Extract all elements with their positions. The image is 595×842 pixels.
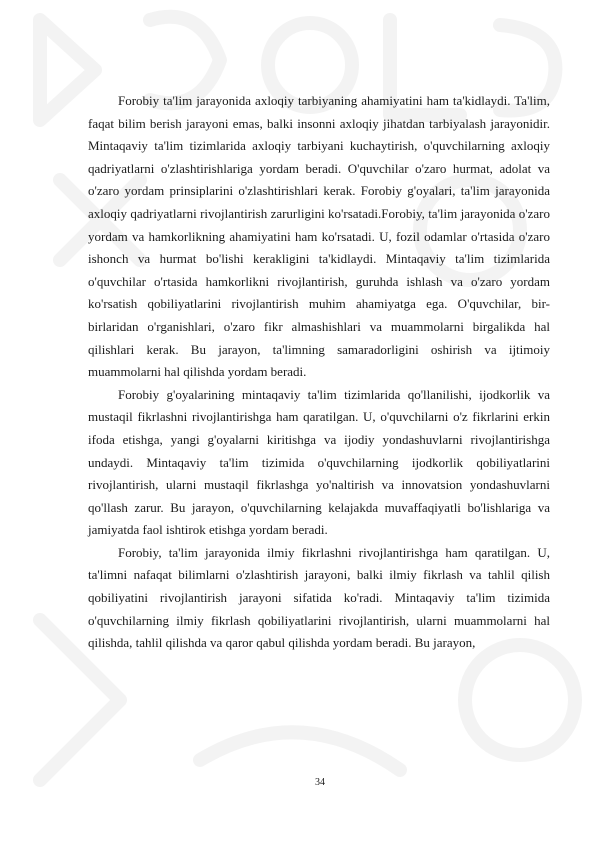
page-number: 34 [315, 777, 325, 788]
paragraph-2: Forobiy g'oyalarining mintaqaviy ta'lim tizimlarida qo'llanilishi, ijodkorlik va mustaqil fikrlashni rivojlantirishga ham qaratilgan. U, o'quvchilarni o'z fikrlarini erkin ifoda etishga, yangi g'oyalarni kiritishga va ijodiy yondashuvlarni rivojlantirishga undaydi. Mintaqaviy ta'lim tizimida o'quvchilarning ijodkorlik qobiliyatlarini rivojlantirish, ularni mustaqil fikrlashga yo'naltirish va innovatsion yondashuvlarni qo'llash zarur. Bu jarayon, o'quvchilarning kelajakda muvaffaqiyatli bo'lishlariga va jamiyatda faol ishtirok etishga yordam beradi. [88, 386, 550, 538]
paragraph-3: Forobiy, ta'lim jarayonida ilmiy fikrlashni rivojlantirishga ham qaratilgan. U, ta'limni nafaqat bilimlarni o'zlashtirish jarayoni, balki ilmiy fikrlash va tahlil qilish qobiliyatini rivojlantirish jarayoni sifatida ko'radi. Mintaqaviy ta'lim tizimida o'quvchilarning ilmiy fikrlash qobiliyatlarini rivojlantirish, ularni muammolarni hal qilishda, tahlil qilishda va qaror qabul qilishda yordam beradi. Bu jarayon, [88, 544, 550, 651]
document-body [88, 90, 550, 655]
paragraph-1: Forobiy ta'lim jarayonida axloqiy tarbiyaning ahamiyatini ham ta'kidlaydi. Ta'lim, faqat bilim berish jarayoni emas, balki insonni axloqiy jihatdan tarbiyalash jarayonidir. Mintaqaviy ta'lim tizimlarida axloqiy tarbiyani kuchaytirish, o'quvchilarning axloqiy qadriyatlarni o'zlashtirishlariga yordam beradi. O'quvchilar o'zaro hurmat, adolat va o'zaro yordam prinsiplarini o'zlashtirishlari kerak. Forobiy g'oyalari, ta'lim jarayonida axloqiy qadriyatlarni rivojlantirish zarurligini ko'rsatadi.Forobiy, ta'lim jarayonida o'zaro yordam va hamkorlikning ahamiyatini ham ko'rsatadi. U, fozil odamlar o'rtasida o'zaro ishonch va hurmat bo'lishi kerakligini ta'kidlaydi. Mintaqaviy ta'lim tizimlarida o'quvchilar o'rtasida hamkorlikni rivojlantirish, guruhda ishlash va o'zaro yordam ko'rsatish qobiliyatlarini rivojlantirish muhim ahamiyatga ega. O'quvchilar, bir-birlaridan o'rganishlari, o'zaro fikr almashishlari va muammolarni birgalikda hal qilishlari kerak. Bu jarayon, ta'limning samaradorligini oshirish va ijtimoiy muammolarni hal qilishda yordam beradi. [88, 93, 550, 380]
